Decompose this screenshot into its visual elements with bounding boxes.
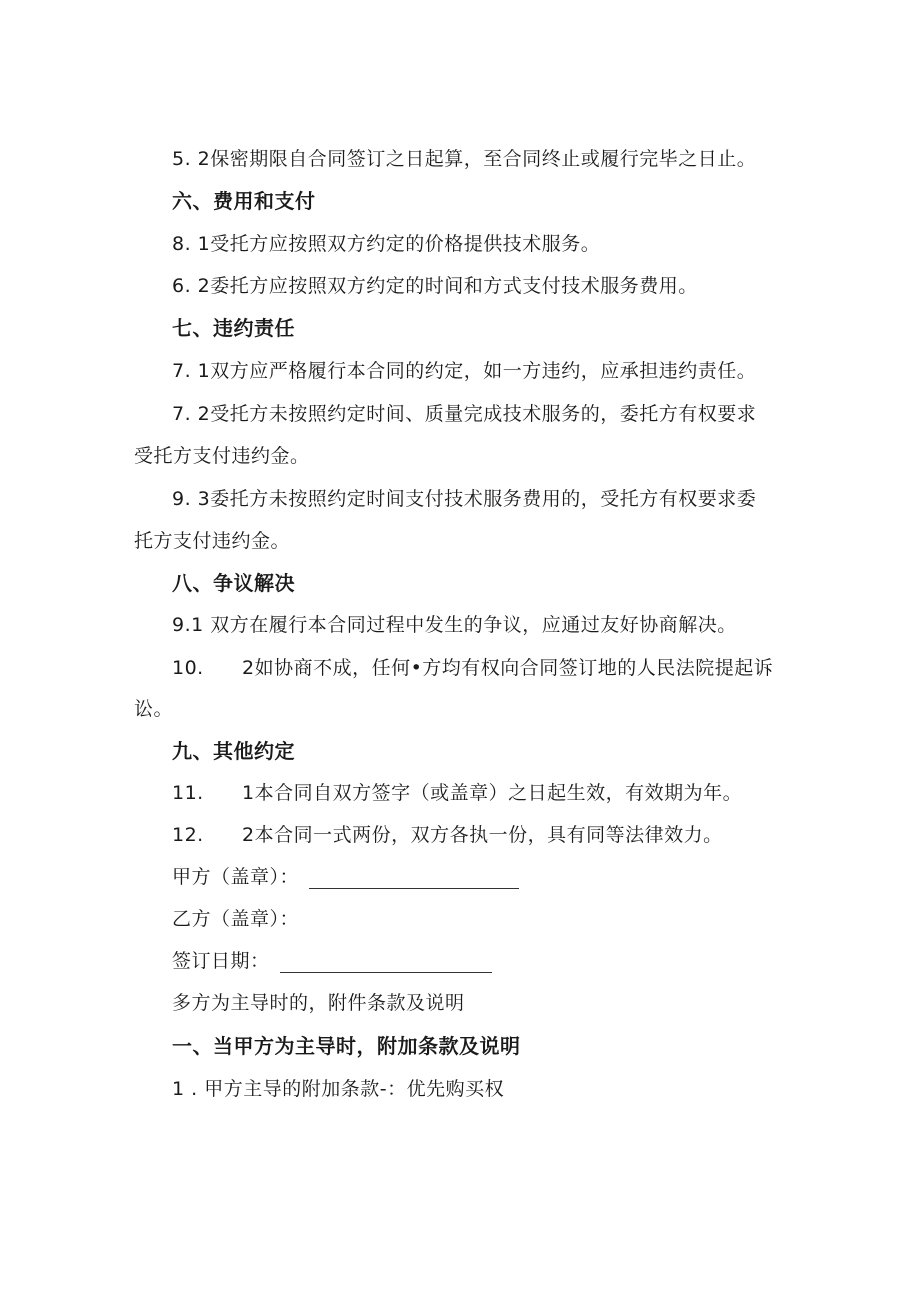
- clause-7-3-line1: 9. 3委托方未按照约定时间支付技术服务费用的，受托方有权要求委: [172, 488, 757, 510]
- clause-9-1-text: 1本合同自双方签字（或盖章）之日起生效，有效期为年。: [242, 782, 743, 804]
- clause-8-1: 9.1 双方在履行本合同过程中发生的争议，应通过友好协商解决。: [172, 614, 737, 636]
- clause-9-2-number: 12.: [172, 824, 204, 846]
- clause-7-2-line1: 7. 2受托方未按照约定时间、质量完成技术服务的，委托方有权要求: [172, 403, 757, 425]
- clause-9-2: [172, 823, 723, 847]
- clause-7-1: 7. 1双方应严格履行本合同的约定，如一方违约，应承担违约责任。: [172, 360, 757, 382]
- clause-6-2: 6. 2委托方应按照双方约定的时间和方式支付技术服务费用。: [172, 275, 698, 297]
- section-8-heading: 八、争议解决: [172, 571, 295, 595]
- clause-5-2: 5. 2保密期限自合同签订之日起算，至合同终止或履行完毕之日止。: [172, 148, 757, 170]
- party-a-label: 甲方（盖章）：: [172, 866, 300, 888]
- appendix-intro: 多方为主导时的，附件条款及说明: [172, 992, 465, 1014]
- clause-8-2-number: 10.: [172, 657, 204, 679]
- party-a-signature: [172, 865, 519, 889]
- party-b-label: 乙方（盖章）：: [172, 908, 300, 930]
- party-a-signature-line[interactable]: [309, 870, 519, 889]
- section-7-heading: 七、违约责任: [172, 316, 295, 340]
- clause-9-2-text: 2本合同一式两份，双方各执一份，具有同等法律效力。: [242, 824, 723, 846]
- clause-7-3-line2: 托方支付违约金。: [134, 530, 291, 552]
- sign-date-line[interactable]: [280, 954, 492, 973]
- clause-9-1: [172, 781, 742, 805]
- section-9-heading: 九、其他约定: [172, 739, 295, 763]
- clause-6-1: 8. 1受托方应按照双方约定的价格提供技术服务。: [172, 233, 601, 255]
- sign-date-label: 签订日期：: [172, 950, 270, 972]
- clause-8-2-line2: 讼。: [134, 698, 174, 720]
- party-b-signature: [172, 907, 299, 931]
- clause-8-2-text: 2如协商不成，任何•方均有权向合同签订地的人民法院提起诉: [242, 657, 774, 679]
- clause-9-1-number: 11.: [172, 782, 204, 804]
- section-6-heading: 六、费用和支付: [172, 189, 316, 213]
- clause-8-2-line1: [172, 656, 773, 680]
- appendix-heading: 一、当甲方为主导时，附加条款及说明: [172, 1034, 521, 1058]
- clause-7-2-line2: 受托方支付违约金。: [134, 445, 310, 467]
- sign-date: [172, 949, 492, 973]
- appendix-item-1: 1 . 甲方主导的附加条款-：优先购买权: [172, 1078, 505, 1100]
